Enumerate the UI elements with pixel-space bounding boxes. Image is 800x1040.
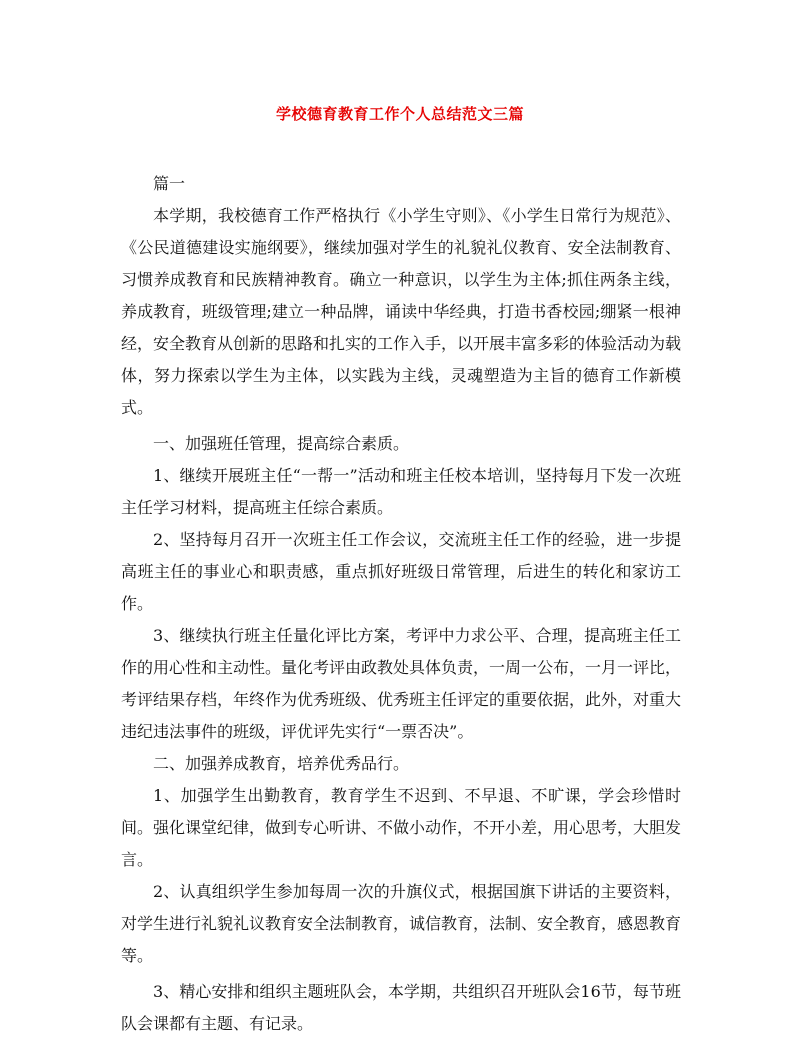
section-heading-1: 一、加强班任管理，提高综合素质。 xyxy=(153,434,410,453)
paragraph-2-2: 2、认真组织学生参加每周一次的升旗仪式，根据国旗下讲话的主要资料，对学生进行礼貌礼议教育安全法制教育，诚信教育，法制、安全教育，感恩教育等。 xyxy=(121,882,682,965)
section-heading-2: 二、加强养成教育，培养优秀品行。 xyxy=(153,754,410,773)
paragraph-1-3: 3、继续执行班主任量化评比方案，考评中力求公平、合理，提高班主任工作的用心性和主动性。量化考评由政教处具体负责，一周一公布，一月一评比，考评结果存档，年终作为优秀班级、优秀班主任评定的重要依据，此外，对重大违纪违法事件的班级，评优评先实行“一票否决”。 xyxy=(121,626,682,741)
paragraph-2-3: 3、精心安排和组织主题班队会，本学期，共组织召开班队会16节，每节班队会课都有主题、有记录。 xyxy=(121,982,681,1033)
section-label: 篇一 xyxy=(153,174,186,193)
document-title: 学校德育教育工作个人总结范文三篇 xyxy=(275,105,524,123)
intro-paragraph: 本学期，我校德育工作严格执行《小学生守则》、《小学生日常行为规范》、《公民道德建设实施纲要》，继续加强对学生的礼貌礼仪教育、安全法制教育、习惯养成教育和民族精神教育。确立一种意识，以学生为主体;抓住两条主线，养成教育，班级管理;建立一种品牌，诵读中华经典，打造书香校园;绷紧一根神经，安全教育从创新的思路和扎实的工作入手，以开展丰富多彩的体验活动为载体，努力探索以学生为主体，以实践为主线，灵魂塑造为主旨的德育工作新模式。 xyxy=(121,206,682,417)
paragraph-2-1: 1、加强学生出勤教育，教育学生不迟到、不早退、不旷课，学会珍惜时间。强化课堂纪律，做到专心听讲、不做小动作，不开小差，用心思考，大胆发言。 xyxy=(121,786,682,869)
document-body xyxy=(121,168,681,1040)
paragraph-1-1: 1、继续开展班主任“一帮一”活动和班主任校本培训，坚持每月下发一次班主任学习材料，提高班主任综合素质。 xyxy=(121,466,681,517)
paragraph-1-2: 2、坚持每月召开一次班主任工作会议，交流班主任工作的经验，进一步提高班主任的事业心和职责感，重点抓好班级日常管理，后进生的转化和家访工作。 xyxy=(121,530,681,613)
